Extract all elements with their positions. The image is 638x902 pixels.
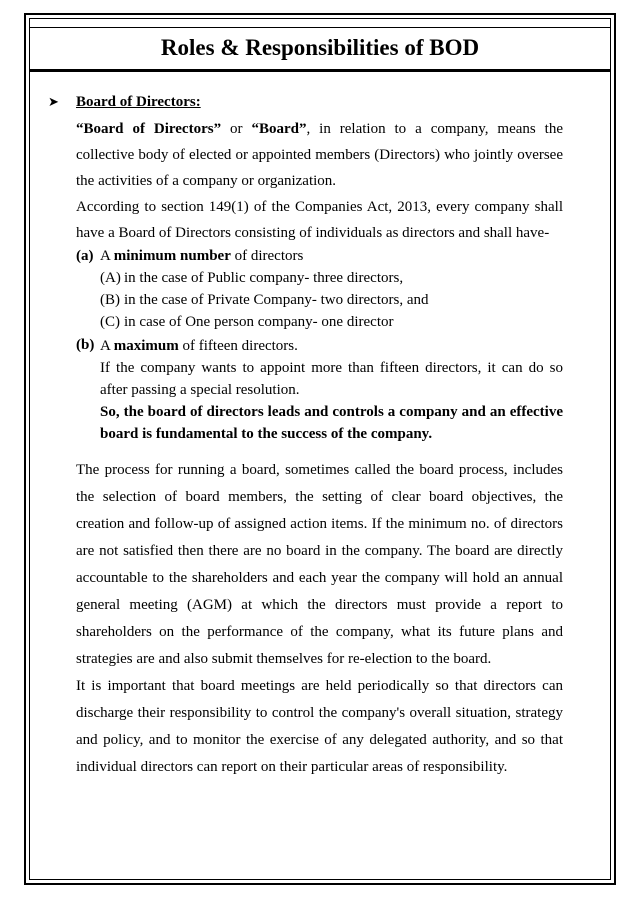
document-body bbox=[48, 94, 563, 781]
subitem-B: (B) in the case of Private Company- two directors, and bbox=[100, 292, 429, 308]
meetings-paragraph: It is important that board meetings are held periodically so that directors can discharge their responsibility to control the company's overall situation, strategy and policy, and to monitor the exercise of any delegated authority, and so that individual directors can report on their particular areas of responsibility. bbox=[76, 678, 563, 775]
section-heading: Board of Directors: bbox=[76, 94, 201, 110]
definition-or: or bbox=[221, 121, 252, 137]
definition-paragraph bbox=[76, 116, 563, 194]
section-heading-row bbox=[48, 94, 563, 116]
term-board-of-directors: “Board of Directors” bbox=[76, 121, 222, 137]
page-title: Roles & Responsibilities of BOD bbox=[160, 35, 480, 60]
item-b-note: If the company wants to appoint more than fifteen directors, it can do so after passing a special resolution. bbox=[100, 360, 563, 398]
item-a-text: A minimum number of directors bbox=[100, 248, 304, 264]
minimum-number-term: minimum number bbox=[113, 248, 231, 264]
process-paragraph: The process for running a board, sometimes called the board process, includes the selection of board members, the setting of clear board objectives, the creation and follow-up of assigned action items. If the minimum no. of directors are not satisfied then there are no board in the company. The board are directly accountable to the shareholders and each year the company will hold an annual general meeting (AGM) at which the directors must provide a report to shareholders on the performance of the company, what its future plans and strategies are and also submit themselves for re-election to the board. bbox=[76, 462, 563, 667]
item-a bbox=[76, 246, 563, 333]
item-b-label: (b) bbox=[76, 337, 95, 353]
item-a-label: (a) bbox=[76, 248, 94, 264]
subitem-C: (C) in case of One person company- one director bbox=[100, 314, 394, 330]
definition-text: , in relation to a company, means the collective body of elected or appointed members (Directors) who jointly oversee the activities of a company or organization. bbox=[76, 121, 563, 189]
subitem-A: (A) in the case of Public company- three directors, bbox=[100, 270, 404, 286]
item-b-text: A maximum of fifteen directors. bbox=[100, 338, 298, 354]
item-b-conclusion: So, the board of directors leads and controls a company and an effective board is fundamental to the success of the company. bbox=[100, 404, 563, 442]
maximum-term: maximum bbox=[113, 338, 179, 354]
term-board: “Board” bbox=[251, 121, 307, 137]
item-b bbox=[76, 335, 563, 357]
arrow-right-icon: ➤ bbox=[48, 95, 59, 110]
law-paragraph: According to section 149(1) of the Companies Act, 2013, every company shall have a Board of Directors consisting of individuals as directors and shall have- bbox=[76, 199, 563, 241]
